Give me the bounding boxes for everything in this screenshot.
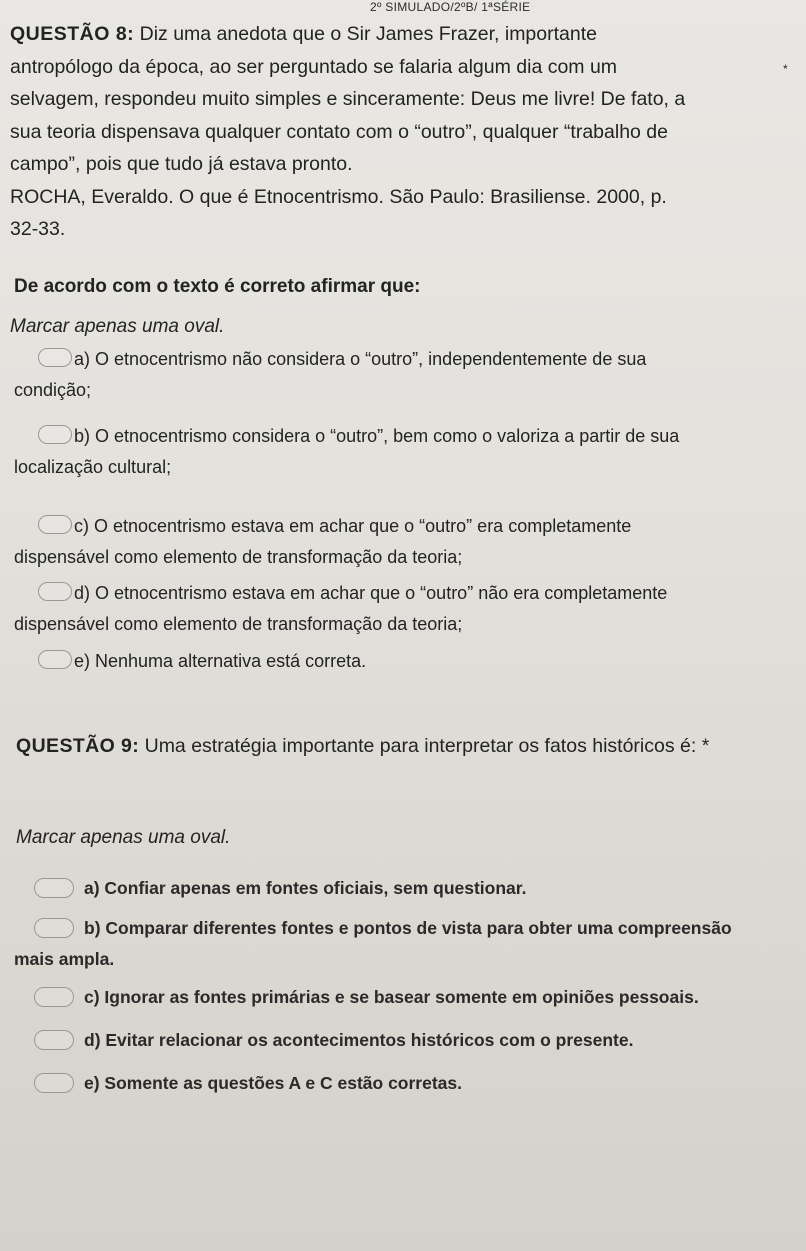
q8-option-e-text: e) Nenhuma alternativa está correta. (74, 651, 367, 671)
question-8-hint: Marcar apenas uma oval. (10, 316, 225, 337)
question-9-required-marker: * (701, 735, 710, 757)
q8-option-e[interactable] (14, 646, 794, 677)
question-8-required-marker: * (783, 62, 788, 76)
question-8-line-5: campo”, pois que tudo já estava pronto. (10, 153, 353, 175)
radio-oval[interactable] (34, 987, 74, 1007)
radio-oval[interactable] (38, 425, 72, 444)
question-9-label: QUESTÃO 9: (16, 735, 140, 757)
q8-option-c-text: c) O etnocentrismo estava em achar que o “outro” era completamente (74, 516, 632, 536)
q8-option-b-text: b) O etnocentrismo considera o “outro”, bem como o valoriza a partir de sua (74, 426, 680, 446)
q8-option-b[interactable] (14, 421, 794, 483)
radio-oval[interactable] (38, 582, 72, 601)
q9-option-b-text: b) Comparar diferentes fontes e pontos de vista para obter uma compreensão (84, 918, 732, 938)
q9-option-b-text-2: mais ampla. (14, 949, 115, 969)
q9-option-e[interactable] (14, 1068, 794, 1099)
q9-option-a[interactable] (14, 873, 794, 904)
q8-option-d-text-2: dispensável como elemento de transformação da teoria; (14, 614, 463, 634)
question-8-line-4: sua teoria dispensava qualquer contato com o “outro”, qualquer “trabalho de (10, 120, 668, 143)
page-header: 2º SIMULADO/2ºB/ 1ªSÉRIE (370, 0, 531, 14)
q9-option-d-text: d) Evitar relacionar os acontecimentos históricos com o presente. (84, 1030, 634, 1050)
question-9-statement: Uma estratégia importante para interpretar os fatos históricos é: (139, 735, 697, 757)
q8-option-c-text-2: dispensável como elemento de transformação da teoria; (14, 547, 463, 567)
q8-option-c[interactable] (14, 511, 794, 573)
q8-option-d[interactable] (14, 578, 794, 640)
question-8-citation-1: ROCHA, Everaldo. O que é Etnocentrismo. São Paulo: Brasiliense. 2000, p. (10, 185, 667, 208)
q8-option-a-text: a) O etnocentrismo não considera o “outro”, independentemente de sua (74, 349, 647, 369)
radio-oval[interactable] (38, 515, 72, 534)
q8-option-a[interactable] (14, 344, 794, 406)
q9-option-c[interactable] (14, 982, 794, 1013)
q9-option-e-text: e) Somente as questões A e C estão corretas. (84, 1073, 463, 1093)
question-8-prompt: De acordo com o texto é correto afirmar que: (14, 276, 421, 297)
q9-option-d[interactable] (14, 1025, 794, 1056)
question-9-hint: Marcar apenas uma oval. (16, 827, 231, 848)
question-9-text (16, 735, 709, 758)
question-8-line-3: selvagem, respondeu muito simples e sinceramente: Deus me livre! De fato, a (10, 88, 686, 110)
q9-option-a-text: a) Confiar apenas em fontes oficiais, sem questionar. (84, 878, 527, 898)
radio-oval[interactable] (34, 1030, 74, 1050)
question-8-label: QUESTÃO 8: (10, 23, 135, 45)
q9-option-c-text: c) Ignorar as fontes primárias e se basear somente em opiniões pessoais. (84, 987, 699, 1007)
question-8-text (10, 18, 790, 246)
question-8-line-1: Diz uma anedota que o Sir James Frazer, importante (134, 23, 597, 45)
radio-oval[interactable] (38, 348, 72, 367)
q8-option-a-text-2: condição; (14, 380, 92, 400)
q8-option-b-text-2: localização cultural; (14, 457, 172, 477)
q9-option-b[interactable] (14, 913, 794, 975)
radio-oval[interactable] (34, 1073, 74, 1093)
radio-oval[interactable] (34, 918, 74, 938)
question-8-line-2: antropólogo da época, ao ser perguntado se falaria algum dia com um (10, 55, 618, 78)
radio-oval[interactable] (38, 650, 72, 669)
radio-oval[interactable] (34, 878, 74, 898)
q8-option-d-text: d) O etnocentrismo estava em achar que o “outro” não era completamente (74, 583, 668, 603)
question-8-citation-2: 32-33. (10, 218, 66, 240)
